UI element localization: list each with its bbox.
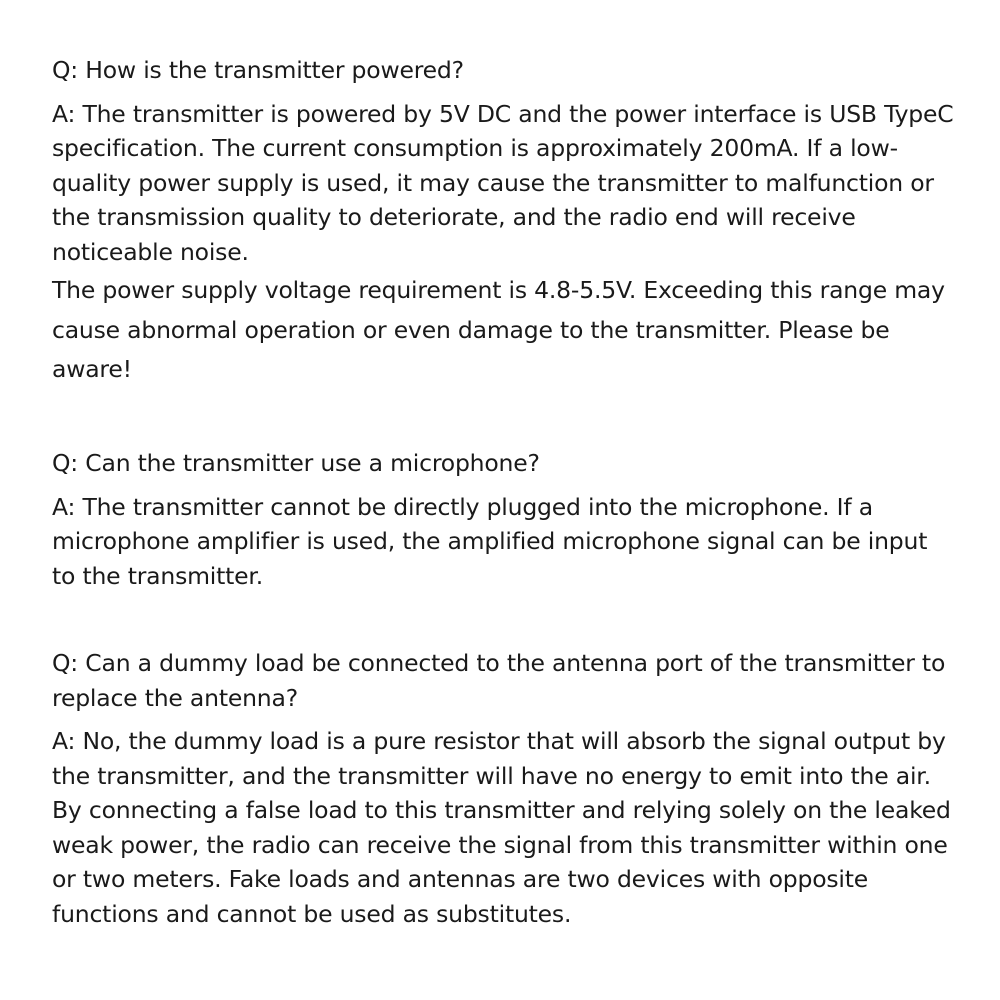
- faq-question: Q: Can the transmitter use a microphone?: [52, 449, 540, 477]
- faq-question: Q: Can a dummy load be connected to the antenna port of the transmitter to replace the antenna?: [52, 649, 946, 712]
- faq-item-power: [52, 53, 957, 390]
- faq-answer: A: No, the dummy load is a pure resistor that will absorb the signal output by the transmitter, and the transmitter will have no energy to emit into the air. By connecting a false load to this transmitter and relying solely on the leaked weak power, the radio can receive the signal from this transmitter within one or two meters. Fake loads and antennas are two devices with opposite functions and cannot be used as substitutes.: [52, 727, 951, 928]
- faq-answer-note: The power supply voltage requirement is 4.8-5.5V. Exceeding this range may cause abnormal operation or even damage to the transmitter. Please be aware!: [52, 276, 945, 383]
- faq-item-dummy-load: [52, 646, 957, 931]
- faq-question: Q: How is the transmitter powered?: [52, 56, 464, 84]
- faq-answer: A: The transmitter cannot be directly plugged into the microphone. If a microphone amplifier is used, the amplified microphone signal can be input to the transmitter.: [52, 492, 928, 590]
- faq-answer: A: The transmitter is powered by 5V DC and the power interface is USB TypeC specification. The current consumption is approximately 200mA. If a low-quality power supply is used, it may cause the transmitter to malfunction or the transmission quality to deteriorate, and the radio end will receive noticeable noise.: [52, 99, 954, 266]
- faq-item-microphone: [52, 446, 957, 593]
